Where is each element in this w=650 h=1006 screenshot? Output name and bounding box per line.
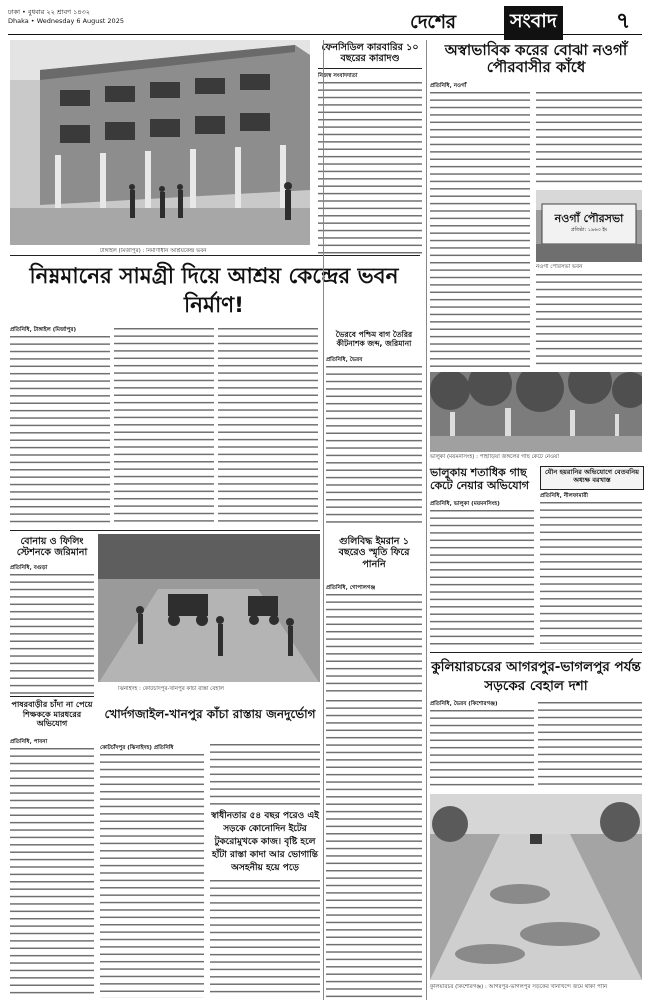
waterlogged-road-illustration [430, 794, 642, 980]
khordo-body-col2 [210, 744, 320, 806]
shelter-byline: প্রতিনিধি, টাঙ্গাইল (মির্জাপুর) [10, 327, 77, 333]
column-divider-2 [426, 40, 427, 1000]
khordo-body-col1 [100, 754, 204, 998]
khordo-body-col3 [210, 880, 320, 998]
kuliarchar-body-col2 [538, 702, 642, 790]
harassment-byline: প্রতিনিধি, নীলফামারী [540, 493, 588, 499]
shelter-photo-caption: টাঙ্গাইল (মির্জাপুর) : নির্মাণাধীন আশ্রয়কেন্দ্র ভবন [100, 248, 207, 254]
kuliarchar-photo-caption: কুলিয়ারচর (কিশোরগঞ্জ) : আগরপুর-ভাগলপুর সড়কের খানাখন্দে জমে থাকা পানি [430, 984, 608, 990]
date-bangla: ঢাকা • বুধবার ২২ শ্রাবণ ১৪৩২ [8, 8, 90, 16]
naogaon-byline: প্রতিনিধি, নওগাঁ [430, 83, 467, 89]
kancha-road-photo-caption: ঝিনাইদহ : কোটচাঁদপুর-খানপুর কাঁচা রাস্তা বেহাল [118, 686, 225, 692]
fencedyl-body [318, 82, 422, 257]
shelter-body-col2 [114, 328, 214, 526]
trees-photo-caption: ভালুকা (ময়মনসিংহ) : পাহাড়িয়া জঙ্গলের গাছ কেটে নেওয়া [430, 454, 559, 460]
bogura-body [10, 574, 94, 694]
shelter-building-photo [10, 40, 310, 245]
header-dateline [8, 8, 124, 26]
date-english: Dhaka • Wednesday 6 August 2025 [8, 17, 124, 25]
mid-rule [10, 530, 320, 531]
shelter-body-col3 [218, 328, 318, 526]
kuliarchar-rule [430, 652, 642, 653]
gulibiddho-headline: গুলিবিদ্ধ ইমরান ১ বছরেও স্মৃতি ফিরে পাননি [338, 536, 410, 570]
page-number: ৭ [616, 9, 631, 34]
bogura-byline: প্রতিনিধি, বগুড়া [10, 565, 48, 571]
shelter-body-col1 [10, 336, 110, 526]
bogura-headline: বোনায় ও ফিলিং স্টেশনকে জরিমানা [16, 536, 88, 559]
column-divider-1 [323, 40, 324, 1000]
naogaon-body-col2 [536, 92, 642, 187]
teacher-rule [10, 696, 94, 697]
naogaon-sign-photo [536, 190, 642, 262]
khordo-byline: কোটচাঁদপুর (ঝিনাইদহ) প্রতিনিধি [100, 745, 174, 751]
trees-byline: প্রতিনিধি, ভালুকা (ময়মনসিংহ) [430, 501, 500, 507]
harassment-headline-box [540, 466, 644, 490]
khordo-headline: খোর্দগজাইল-খানপুর কাঁচা রাস্তায় জনদুর্ভোগ [104, 707, 316, 721]
harassment-body [540, 502, 642, 650]
harassment-headline: যৌন হয়রানির অভিযোগে বেতবনিয় অধ্যক্ষ বরখাস্ত [544, 468, 640, 484]
garden-byline: প্রতিনিধি, ভৈরব [326, 357, 363, 363]
gulibiddho-byline: প্রতিনিধি, গোপালগঞ্জ [326, 585, 376, 591]
khordo-pull-quote: স্বাধীনতার ৫৪ বছর পরেও এই সড়কে কোনোদিন ইটের টুকরোমুখকে কাজ। বৃষ্টি হলে হাঁটা রাস্তা কাদা আর ভোগান্তি অসহনীয় হয়ে পড়ে [211, 811, 319, 873]
fencedyl-byline: নিজস্ব সংবাদদাতা [318, 73, 358, 79]
masthead [410, 6, 610, 32]
kuliarchar-road-photo [430, 794, 642, 980]
muddy-road-illustration [98, 534, 320, 682]
building-illustration [10, 40, 310, 245]
naogaon-photo-caption: নওগাঁ পৌরসভা ভবন [536, 264, 583, 270]
naogaon-body-col1 [430, 92, 530, 367]
naogaon-body-col3 [536, 274, 642, 367]
teacher-headline: পাষরবাড়ীর চাঁদা না পেয়ে শিক্ষককে মারধরের অভিযোগ [11, 700, 93, 729]
forest-illustration [430, 372, 642, 452]
shelter-headline: নিম্নমানের সামগ্রী দিয়ে আশ্রয় কেন্দ্রের ভবন নির্মাণ! [29, 264, 399, 318]
fencedyl-headline: ফেনসিডিল কারবারির ১০ বছরের কারাদণ্ড [321, 42, 419, 65]
garden-headline: ভৈরবে পশ্চিম বাগ তৈরির কীটনাশক জব্দ, জরিমানা [335, 330, 413, 349]
fencedyl-rule [318, 68, 422, 69]
kuliarchar-headline: কুলিয়ারচরের আগরপুর-ভাগলপুর পর্যন্ত সড়কের বেহাল দশা [431, 659, 641, 694]
kuliarchar-body-col1 [430, 710, 534, 790]
trees-body-col1 [430, 510, 534, 650]
shelter-rule-top [10, 255, 420, 256]
trees-headline: ভালুকায় শতাধিক গাছ কেটে নেয়ার অভিযোগ [430, 466, 530, 493]
kancha-road-photo [98, 534, 320, 682]
kuliarchar-byline: প্রতিনিধি, ভৈরব (কিশোরগঞ্জ) [430, 701, 498, 707]
teacher-byline: প্রতিনিধি, পাবনা [10, 739, 48, 745]
teacher-body [10, 748, 94, 998]
masthead-part2: সংবাদ [504, 6, 563, 40]
pourashava-sign-text: নওগাঁ পৌরসভা [554, 212, 624, 225]
garden-body [326, 366, 422, 526]
gulibiddho-body [326, 594, 422, 694]
header-rule [8, 34, 642, 35]
masthead-part1: দেশের [410, 11, 456, 33]
trees-photo [430, 372, 642, 452]
gulibiddho-body-cont [326, 700, 422, 998]
naogaon-headline: অস্বাভাবিক করের বোঝা নওগাঁ পৌরবাসীর কাঁধে [444, 41, 628, 77]
pourashava-sign-subtext: প্রতিষ্ঠা: ১৯৬৩ ইং [570, 227, 608, 233]
